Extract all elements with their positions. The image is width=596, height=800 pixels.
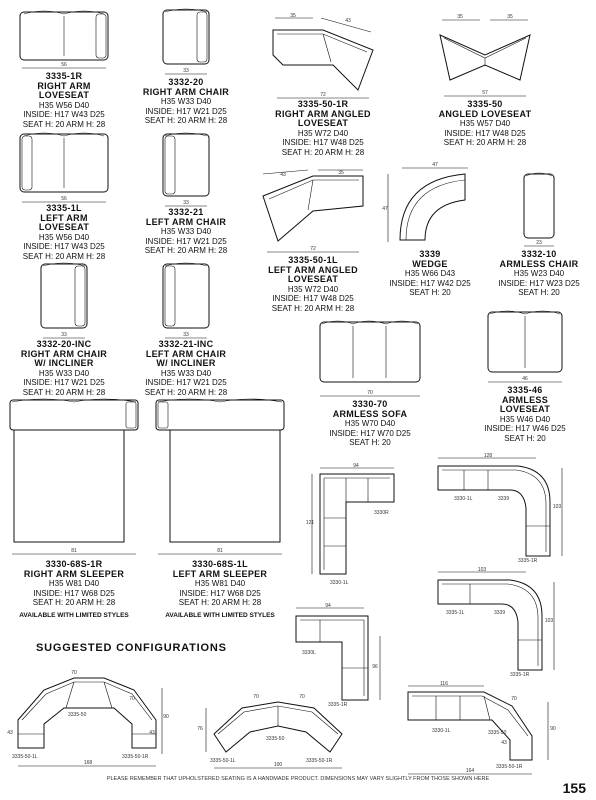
svg-text:3330-1L: 3330-1L	[432, 728, 451, 734]
svg-text:116: 116	[440, 681, 448, 687]
svg-text:43: 43	[345, 18, 351, 24]
product-3330-68S-1R: 81 3330-68S-1R RIGHT ARM SLEEPER H35 W81 D40 INSIDE: H17 W68 D25 SEAT H: 20 ARM H: 28 AVAILABLE WITH LIMITED STYLES	[4, 396, 144, 620]
svg-text:56: 56	[61, 196, 67, 202]
svg-text:70: 70	[511, 696, 517, 702]
loveseat-right-arm-drawing	[14, 6, 114, 72]
armless-chair-drawing	[514, 170, 564, 250]
config-angled-2	[190, 686, 360, 770]
svg-text:43: 43	[280, 172, 286, 178]
page-number: 155	[562, 780, 586, 796]
svg-text:3339: 3339	[494, 610, 506, 616]
footer-note: PLEASE REMEMBER THAT UPHOLSTERED SEATING IS A HANDMADE PRODUCT. DIMENSIONS MAY VARY SLIGHTLY FROM THOSE SHOWN HERE	[106, 776, 490, 782]
svg-text:35: 35	[507, 14, 513, 20]
incliner-right-drawing	[29, 260, 99, 340]
svg-text:3335-1L: 3335-1L	[446, 610, 465, 616]
config-l-shape-1	[304, 462, 404, 590]
product-3335-1R: 56 3335-1R RIGHT ARM LOVESEAT H35 W56 D40 INSIDE: H17 W43 D25 SEAT H: 20 ARM H: 28	[4, 6, 124, 129]
svg-text:70: 70	[253, 694, 259, 700]
svg-text:43: 43	[501, 740, 507, 746]
chair-left-arm-drawing	[151, 130, 221, 208]
chair-right-arm-drawing	[151, 6, 221, 78]
wedge-drawing	[380, 160, 480, 250]
svg-text:70: 70	[129, 696, 135, 702]
svg-text:3335-50: 3335-50	[488, 730, 507, 736]
product-3332-20-INC: 33 3332-20-INC RIGHT ARM CHAIR W/ INCLINER H35 W33 D40 INSIDE: H17 W21 D25 SEAT H: 20 ARM H: 28	[4, 260, 124, 397]
svg-text:33: 33	[61, 332, 67, 338]
incliner-left-drawing	[151, 260, 221, 340]
product-3335-1L: 56 3335-1L LEFT ARM LOVESEAT H35 W56 D40 INSIDE: H17 W43 D25 SEAT H: 20 ARM H: 28	[4, 130, 124, 261]
svg-text:47: 47	[382, 206, 388, 212]
svg-text:3335-50-1R: 3335-50-1R	[306, 758, 333, 764]
svg-text:128: 128	[483, 453, 493, 459]
svg-text:33: 33	[183, 200, 189, 206]
svg-text:3335-50-1R: 3335-50-1R	[496, 764, 523, 770]
product-3335-50-1L: 43 35 72 3335-50-1L LEFT ARM ANGLED LOVESEAT H35 W72 D40 INSIDE: H17 W48 D25 SEAT H: 20 ARM H: 28	[248, 166, 378, 313]
svg-text:81: 81	[71, 548, 77, 554]
svg-text:70: 70	[71, 670, 77, 676]
config-angled-3	[400, 680, 560, 776]
svg-text:3330R: 3330R	[374, 510, 389, 516]
product-3330-70: 70 3330-70 ARMLESS SOFA H35 W70 D40 INSIDE: H17 W70 D25 SEAT H: 20	[300, 316, 440, 448]
svg-text:96: 96	[372, 664, 378, 670]
svg-text:46: 46	[522, 376, 528, 382]
product-3335-50-1R: 35 43 72 3335-50-1R RIGHT ARM ANGLED LOVESEAT H35 W72 D40 INSIDE: H17 W48 D25 SEAT H: 20 ARM H: 28	[258, 10, 388, 157]
config-angled-1	[4, 664, 174, 770]
svg-text:57: 57	[482, 90, 488, 96]
svg-text:90: 90	[163, 714, 169, 720]
angled-loveseat-drawing	[430, 10, 540, 100]
svg-text:81: 81	[217, 548, 223, 554]
svg-text:168: 168	[83, 760, 93, 766]
angled-loveseat-right-drawing	[263, 10, 383, 100]
svg-text:3339: 3339	[498, 496, 510, 502]
product-3339: 47 47 3339 WEDGE H35 W66 D43 INSIDE: H17 W42 D25 SEAT H: 20	[380, 160, 480, 298]
svg-text:35: 35	[457, 14, 463, 20]
svg-text:3330-1L: 3330-1L	[330, 580, 349, 586]
product-3335-46: 46 3335-46 ARMLESS LOVESEAT H35 W46 D40 INSIDE: H17 W46 D25 SEAT H: 20	[460, 306, 590, 443]
svg-text:47: 47	[432, 162, 438, 168]
svg-text:3335-50: 3335-50	[266, 736, 285, 742]
svg-text:3335-50: 3335-50	[68, 712, 87, 718]
sleeper-left-drawing	[150, 396, 290, 560]
svg-text:3335-1R: 3335-1R	[328, 702, 348, 706]
svg-text:103: 103	[544, 618, 554, 624]
svg-text:100: 100	[273, 762, 283, 768]
product-3332-21-INC: 33 3332-21-INC LEFT ARM CHAIR W/ INCLINER H35 W33 D40 INSIDE: H17 W21 D25 SEAT H: 20 ARM H: 28	[126, 260, 246, 397]
product-3335-50: 35 35 57 3335-50 ANGLED LOVESEAT H35 W57 D40 INSIDE: H17 W48 D25 SEAT H: 20 ARM H: 28	[420, 10, 550, 148]
config-curved-2	[430, 566, 560, 678]
svg-text:23: 23	[536, 240, 542, 246]
svg-text:72: 72	[320, 92, 326, 98]
svg-text:164: 164	[465, 768, 475, 774]
config-curved-1	[428, 452, 568, 564]
svg-text:3335-50-1R: 3335-50-1R	[122, 754, 149, 760]
svg-text:103: 103	[477, 567, 487, 573]
svg-text:121: 121	[305, 520, 315, 526]
svg-text:3335-50-1L: 3335-50-1L	[12, 754, 38, 760]
armless-loveseat-drawing	[480, 306, 570, 386]
svg-text:56: 56	[61, 62, 67, 68]
svg-text:72: 72	[310, 246, 316, 252]
svg-text:35: 35	[338, 170, 344, 176]
svg-text:94: 94	[353, 463, 359, 469]
svg-text:33: 33	[183, 68, 189, 74]
svg-text:3335-50-1L: 3335-50-1L	[210, 758, 236, 764]
sleeper-right-drawing	[4, 396, 144, 560]
svg-text:76: 76	[197, 726, 203, 732]
svg-text:70: 70	[299, 694, 305, 700]
product-3332-21: 33 3332-21 LEFT ARM CHAIR H35 W33 D40 INSIDE: H17 W21 D25 SEAT H: 20 ARM H: 28	[126, 130, 246, 256]
svg-text:3335-1R: 3335-1R	[518, 558, 538, 564]
angled-loveseat-left-drawing	[253, 166, 373, 256]
svg-text:70: 70	[367, 390, 373, 396]
svg-text:90: 90	[550, 726, 556, 732]
product-3330-68S-1L: 81 3330-68S-1L LEFT ARM SLEEPER H35 W81 D40 INSIDE: H17 W68 D25 SEAT H: 20 ARM H: 28 AVAILABLE WITH LIMITED STYLES	[150, 396, 290, 620]
section-title: SUGGESTED CONFIGURATIONS	[36, 642, 227, 654]
svg-text:94: 94	[325, 603, 331, 609]
svg-text:103: 103	[552, 504, 562, 510]
svg-text:3330-1L: 3330-1L	[454, 496, 473, 502]
svg-text:33: 33	[183, 332, 189, 338]
loveseat-left-arm-drawing	[14, 130, 114, 204]
svg-text:35: 35	[290, 13, 296, 19]
svg-text:3335-1R: 3335-1R	[510, 672, 530, 678]
svg-text:43: 43	[7, 730, 13, 736]
svg-text:3330L: 3330L	[302, 650, 316, 656]
product-3332-10: 23 3332-10 ARMLESS CHAIR H35 W23 D40 INSIDE: H17 W23 D25 SEAT H: 20	[484, 170, 594, 298]
armless-sofa-drawing	[310, 316, 430, 400]
product-3332-20: 33 3332-20 RIGHT ARM CHAIR H35 W33 D40 INSIDE: H17 W21 D25 SEAT H: 20 ARM H: 28	[126, 6, 246, 126]
svg-text:43: 43	[149, 730, 155, 736]
